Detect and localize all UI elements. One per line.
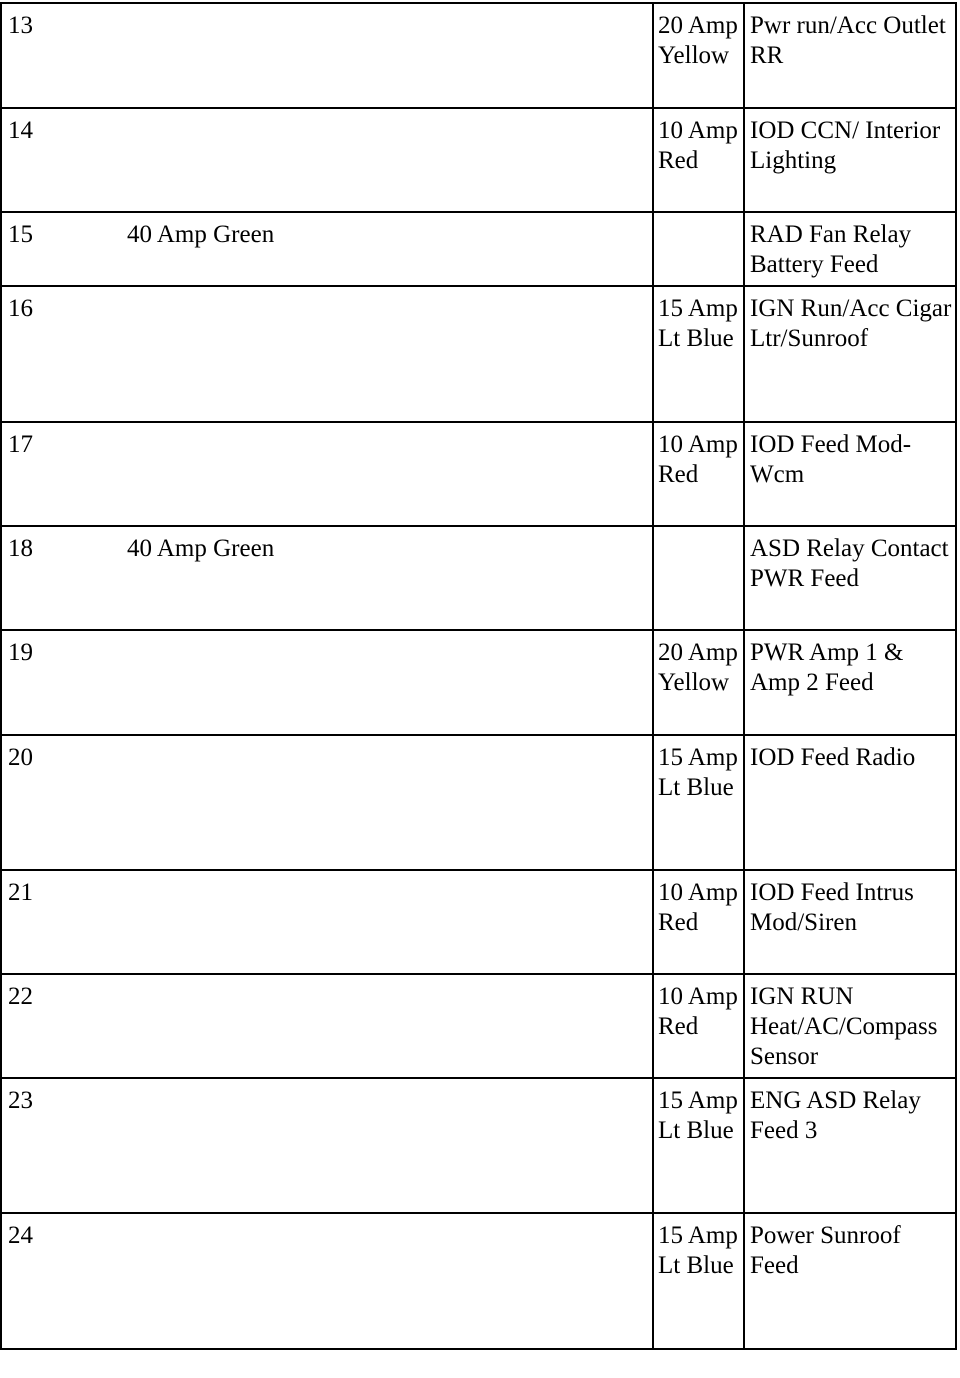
mini-fuse-cell: 10 Amp Red bbox=[653, 870, 744, 974]
fuse-table-body bbox=[1, 3, 956, 1349]
mini-fuse-cell: 20 Amp Yellow bbox=[653, 630, 744, 735]
description-cell: IGN RUN Heat/AC/Compass Sensor bbox=[744, 974, 956, 1078]
mini-fuse-cell: 10 Amp Red bbox=[653, 422, 744, 526]
mini-fuse-cell: 10 Amp Red bbox=[653, 974, 744, 1078]
mini-fuse-cell: 10 Amp Red bbox=[653, 108, 744, 212]
table-row bbox=[1, 108, 956, 212]
cartridge-fuse-cell bbox=[123, 735, 653, 870]
cavity-number-cell: 15 bbox=[1, 212, 123, 286]
cavity-number-cell: 22 bbox=[1, 974, 123, 1078]
description-cell: IOD CCN/ Interior Lighting bbox=[744, 108, 956, 212]
fuse-table bbox=[0, 2, 957, 1350]
cavity-number-cell: 23 bbox=[1, 1078, 123, 1213]
description-cell: Power Sunroof Feed bbox=[744, 1213, 956, 1349]
cartridge-fuse-cell bbox=[123, 1078, 653, 1213]
cartridge-fuse-cell: 40 Amp Green bbox=[123, 212, 653, 286]
cavity-number-cell: 20 bbox=[1, 735, 123, 870]
table-row bbox=[1, 1078, 956, 1213]
description-cell: Pwr run/Acc Outlet RR bbox=[744, 3, 956, 108]
mini-fuse-cell: 15 Amp Lt Blue bbox=[653, 1078, 744, 1213]
description-cell: RAD Fan Relay Battery Feed bbox=[744, 212, 956, 286]
mini-fuse-cell bbox=[653, 212, 744, 286]
mini-fuse-cell: 15 Amp Lt Blue bbox=[653, 286, 744, 422]
cavity-number-cell: 13 bbox=[1, 3, 123, 108]
table-row bbox=[1, 630, 956, 735]
cavity-number-cell: 24 bbox=[1, 1213, 123, 1349]
cartridge-fuse-cell bbox=[123, 286, 653, 422]
description-cell: IGN Run/Acc Cigar Ltr/Sunroof bbox=[744, 286, 956, 422]
cartridge-fuse-cell bbox=[123, 630, 653, 735]
description-cell: PWR Amp 1 & Amp 2 Feed bbox=[744, 630, 956, 735]
table-row bbox=[1, 286, 956, 422]
table-row bbox=[1, 526, 956, 630]
cartridge-fuse-cell bbox=[123, 870, 653, 974]
cartridge-fuse-cell bbox=[123, 974, 653, 1078]
cartridge-fuse-cell bbox=[123, 3, 653, 108]
description-cell: ASD Relay Contact PWR Feed bbox=[744, 526, 956, 630]
table-row bbox=[1, 870, 956, 974]
cavity-number-cell: 16 bbox=[1, 286, 123, 422]
cavity-number-cell: 18 bbox=[1, 526, 123, 630]
table-row bbox=[1, 974, 956, 1078]
description-cell: IOD Feed Intrus Mod/Siren bbox=[744, 870, 956, 974]
cartridge-fuse-cell bbox=[123, 422, 653, 526]
cavity-number-cell: 19 bbox=[1, 630, 123, 735]
table-row bbox=[1, 735, 956, 870]
description-cell: IOD Feed Radio bbox=[744, 735, 956, 870]
mini-fuse-cell bbox=[653, 526, 744, 630]
cavity-number-cell: 14 bbox=[1, 108, 123, 212]
table-row bbox=[1, 422, 956, 526]
cartridge-fuse-cell bbox=[123, 108, 653, 212]
cavity-number-cell: 21 bbox=[1, 870, 123, 974]
table-row bbox=[1, 212, 956, 286]
description-cell: ENG ASD Relay Feed 3 bbox=[744, 1078, 956, 1213]
table-row bbox=[1, 3, 956, 108]
cartridge-fuse-cell bbox=[123, 1213, 653, 1349]
mini-fuse-cell: 15 Amp Lt Blue bbox=[653, 1213, 744, 1349]
mini-fuse-cell: 20 Amp Yellow bbox=[653, 3, 744, 108]
cartridge-fuse-cell: 40 Amp Green bbox=[123, 526, 653, 630]
cavity-number-cell: 17 bbox=[1, 422, 123, 526]
mini-fuse-cell: 15 Amp Lt Blue bbox=[653, 735, 744, 870]
description-cell: IOD Feed Mod-Wcm bbox=[744, 422, 956, 526]
table-row bbox=[1, 1213, 956, 1349]
